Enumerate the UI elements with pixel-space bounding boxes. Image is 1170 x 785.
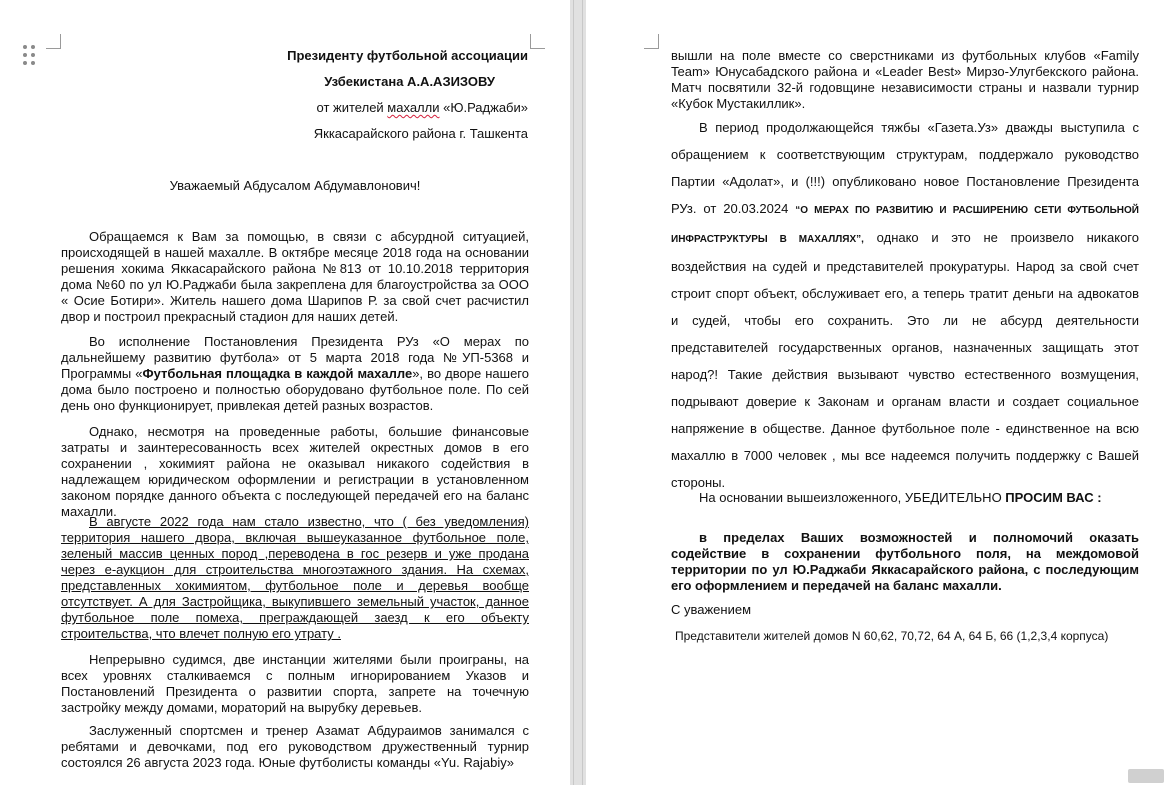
addressee-line-3-post: «Ю.Раджаби»: [439, 100, 528, 115]
paragraph-9: [671, 490, 1139, 506]
addressee-line-3-pre: от жителей: [316, 100, 388, 115]
greeting: Уважаемый Абдусалом Абдумавлонович!: [169, 178, 421, 193]
paragraph-7: вышли на поле вместе со сверстниками из футбольных клубов «Family Team» Юнусабадского района и «Leader Best» Мирзо-Улугбекского района. Матч посвятили 32-й годовщине независимости страны и назвали турнир «Кубок Мустакиллик».: [671, 48, 1139, 111]
scrollbar-thumb[interactable]: [1128, 769, 1164, 783]
paragraph-8-text-a: В период продолжающейся тяжбы «Газета.Уз» дважды выступила с обращением к соответствующим структурам, поддержало руководство Партии «Адолат», и (!!!) опубликовано новое Постановление Президента РУз. от 20.03.2024: [671, 120, 1139, 216]
margin-mark-top-left: [644, 34, 659, 49]
addressee-line-3-mahalla: махалли: [387, 100, 440, 115]
addressee-line-1: Президенту футбольной ассоциации: [287, 48, 528, 63]
paragraph-8-text-c: однако и это не произвело никакого воздействия на судей и представителей прокуратуры. Народ за свой счет строит спорт объект, обслуживает его, а теперь тратит деньги на адвокатов и судей, чтобы его сохранить. Это ли не абсурд деятельности представителей государственных органов, назначенных защищать этот народ?! Такие действия вызывают чувство естественного возмущения, подрывают доверие к Законам и органам власти и создает социальное напряжение в обществе. Данное футбольное поле - единственное на всю махаллю в 7000 человек , мы все надеемся получить поддержку с Вашей стороны.: [671, 230, 1139, 490]
addressee-line-3: [240, 100, 528, 116]
paragraph-9-text-a: На основании вышеизложенного, УБЕДИТЕЛЬНО: [699, 490, 1006, 505]
page-divider: [570, 0, 586, 785]
closing-regards: С уважением: [671, 602, 752, 617]
paragraph-4: В августе 2022 года нам стало известно, что ( без уведомления) территория нашего двора, включая вышеуказанное футбольное поле, зеленый массив ценных пород ,переводена в гос резерв и уже продана через е-аукцион для строительства многоэтажного здания. На схемах, представленных хокимиятом, футбольное поле и деревья вообще отсутствует. А для Застройщика, выкупившего земельный участок, данное футбольное поле помеха, преграждающей заезд к его объекту строительства, что влечет полную его утрату .: [61, 514, 529, 641]
paragraph-3: Однако, несмотря на проведенные работы, большие финансовые затраты и заинтересованность всех жителей окрестных домов в его сохранении , хокимият района не оказывал никакого содействия в надлежащем юридическом оформлении и регистрации в установленном законом порядке данного объекта с последующей передачей его на баланс махалли.: [61, 424, 529, 519]
paragraph-6: Заслуженный спортсмен и тренер Азамат Абдураимов занимался с ребятами и девочками, под его руководством дружественный турнир состоялся 26 августа 2023 года. Юные футболисты команды «Yu. Rajabiy»: [61, 723, 529, 770]
paragraph-2-text-c: », во дворе нашего дома было построено и полностью оборудовано футбольное поле. По сей день оно функционирует, привлекая детей разных возрастов.: [61, 366, 529, 413]
paragraph-2-program-name: Футбольная площадка в каждой махалле: [142, 366, 413, 381]
document-page-right: [586, 0, 1170, 785]
document-page-left: [0, 0, 570, 785]
paragraph-2: [61, 334, 529, 414]
paragraph-1: Обращаемся к Вам за помощью, в связи с абсурдной ситуацией, происходящей в нашей махалле. В октябре месяце 2018 года на основании решения хокима Яккасарайского района №813 от 10.10.2018 территория дома №60 по ул Ю.Раджаби была закреплена для благоустройства за ООО « Осие Ботири». Житель нашего дома Шарипов Р. за свой счет расчистил двор и построил прекрасный стадион для наших детей.: [61, 229, 529, 324]
paragraph-8: [671, 114, 1139, 496]
paragraph-5: Непрерывно судимся, две инстанции жителями были проиграны, на всех уровнях сталкиваемся с полным игнорированием Указов и Постановлений Президента о развитии спорта, запрете на точечную застройку между домами, мораторий на вырубку деревьев.: [61, 652, 529, 715]
drag-handle-icon[interactable]: [23, 45, 37, 67]
paragraph-2-text-a: Во исполнение Постановления Президента РУз «О мерах по дальнейшему развитию футбола» от 5 марта 2018 года №УП-5368 и Программы «: [61, 334, 529, 381]
request-paragraph: в пределах Ваших возможностей и полномочий оказать содействие в сохранении футбольного поля, на междомовой территории по ул Ю.Раджаби Яккасарайского района, с последующим его оформлением и передачей на баланс махалли.: [671, 530, 1139, 593]
signature-line: Представители жителей домов N 60,62, 70,72, 64 А, 64 Б, 66 (1,2,3,4 корпуса): [675, 629, 1109, 643]
addressee-line-4: Яккасарайского района г. Ташкента: [313, 126, 528, 141]
margin-mark-top-left: [46, 34, 61, 49]
decree-title: “О МЕРАХ ПО РАЗВИТИЮ И РАСШИРЕНИЮ СЕТИ ФУТБОЛЬНОЙ ИНФРАСТРУКТУРЫ В МАХАЛЛЯХ”,: [671, 205, 1139, 245]
margin-mark-top-right: [530, 34, 545, 49]
addressee-line-2: Узбекистана А.А.АЗИЗОВУ: [324, 74, 495, 89]
request-heading: ПРОСИМ ВАС :: [1005, 490, 1102, 505]
